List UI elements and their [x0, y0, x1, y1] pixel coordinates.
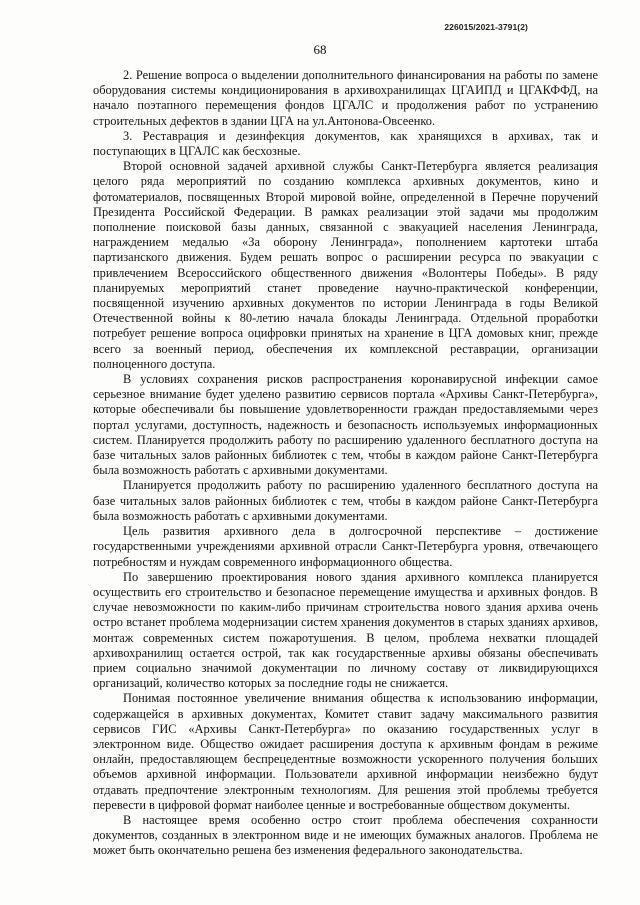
paragraph-gis-services: Понимая постоянное увеличение внимания общества к использованию информации, содержащейся в архивных документах, Комитет ставит задачу максимального развития сервисов ГИС «Архивы Санкт-Петербурга» по оказанию государственных услуг в электронном виде. Общество ожидает расширения доступа к архивным фондам в режиме онлайн, предоставляющем беспрецедентные возможности ускоренного получения больших объемов архивной информации. Пользователи архивной информации неизбежно будут отдавать предпочтение электронным технологиям. Для решения этой проблемы требуется перевести в цифровой формат наиболее ценные и востребованные обществом документы.: [93, 691, 598, 812]
paragraph-long-term-goal: Цель развития архивного дела в долгосрочной перспективе – достижение государственными учреждениями архивной отрасли Санкт-Петербурга уровня, отвечающего потребностям и нуждам современного информационного общества.: [93, 524, 598, 569]
page-number: 68: [313, 42, 327, 57]
paragraph-remote-access: Планируется продолжить работу по расширению удаленного бесплатного доступа на базе читальных залов районных библиотек с тем, чтобы в каждом районе Санкт-Петербурга была возможность работать с архивными документами.: [93, 478, 598, 523]
paragraph-electronic-documents: В настоящее время особенно остро стоит проблема обеспечения сохранности документов, созданных в электронном виде и не имеющих бумажных аналогов. Проблема не может быть окончательно решена без изменения федерального законодательства.: [93, 812, 598, 858]
document-body: [93, 68, 598, 859]
document-registration-number: 226015/2021-3791(2): [444, 22, 528, 32]
paragraph-new-building: По завершению проектирования нового здания архивного комплекса планируется осуществить его строительство и безопасное перемещение имущества и архивных фондов. В случае невозможности по каким-либо причинам строительства нового здания архива очень остро встанет проблема модернизации систем хранения документов в старых зданиях архивов, монтаж современных систем пожаротушения. В целом, проблема нехватки площадей архивохранилищ остается острой, так как государственные архивы обязаны обеспечивать прием социально значимой документации по личному составу от ликвидирующихся организаций, количество которых за последние годы не снижается.: [93, 569, 598, 691]
paragraph-funding: 2. Решение вопроса о выделении дополнительного финансирования на работы по замене оборудования системы кондиционирования в архивохранилищах ЦГАИПД и ЦГАКФФД, на начало поэтапного перемещения фондов ЦГАЛС и продолжения работ по устранению строительных дефектов в здании ЦГА на ул.Антонова-Овсеенко.: [93, 68, 598, 128]
paragraph-portal-services: В условиях сохранения рисков распространения коронавирусной инфекции самое серьезное внимание будет уделено развитию сервисов портала «Архивы Санкт-Петербурга», которые обеспечивали бы повышение удовлетворенности граждан предоставляемыми через портал услугами, доступность, надежность и безопасность используемых информационных систем. Планируется продолжить работу по расширению удаленного бесплатного доступа на базе читальных залов районных библиотек с тем, чтобы в каждом районе Санкт-Петербурга была возможность работать с архивными документами.: [93, 372, 598, 478]
paragraph-restoration: 3. Реставрация и дезинфекция документов, как хранящихся в архивах, так и поступающих в ЦГАЛС как бесхозные.: [93, 128, 598, 159]
paragraph-wwii-task: Второй основной задачей архивной службы Санкт-Петербурга является реализация целого ряда мероприятий по созданию комплекса архивных документов, кино и фотоматериалов, посвященных Второй мировой войне, определенной в Перечне поручений Президента Российской Федерации. В рамках реализации этой задачи мы продолжим пополнение поисковой базы данных, связанной с эвакуацией населения Ленинграда, награждением медалью «За оборону Ленинграда», пополнением картотеки штаба партизанского движения. Будем решать вопрос о расширении ресурса по эвакуации с привлечением Всероссийского общественного движения «Волонтеры Победы». В ряду планируемых мероприятий станет проведение научно-практической конференции, посвященной изучению архивных документов по истории Ленинграда в годы Великой Отечественной войны к 80-летию начала блокады Ленинграда. Отдельной проработки потребует решение вопроса оцифровки принятых на хранение в ЦГА домовых книг, прежде всего за военный период, обеспечения их комплексной реставрации, организации полноценного доступа.: [93, 159, 598, 371]
